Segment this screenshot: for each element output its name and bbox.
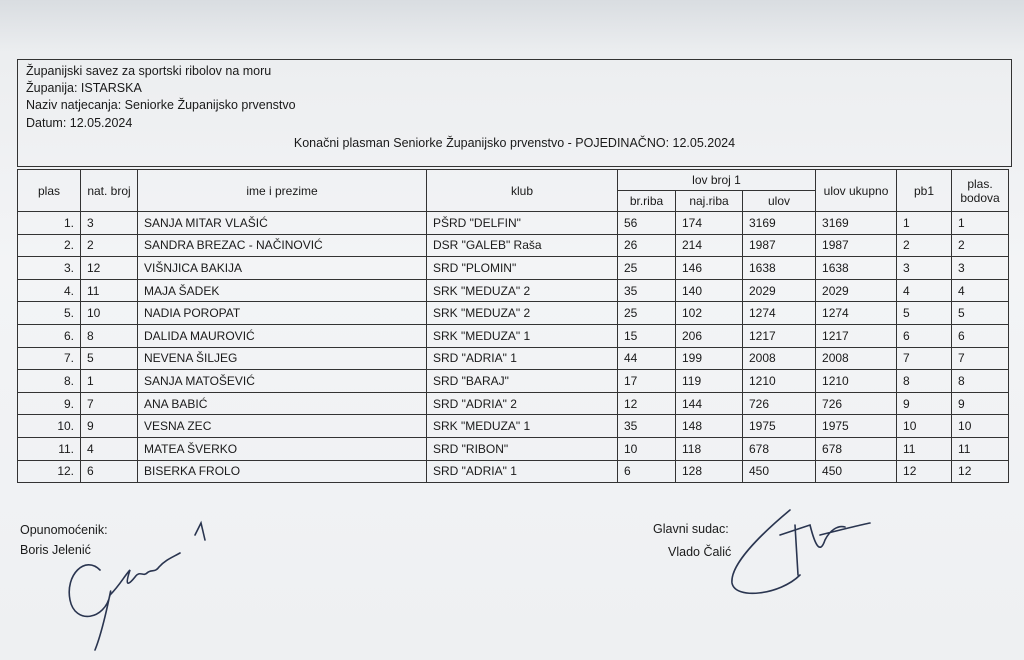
row-ulov-ukupno: 1210 (816, 370, 897, 393)
row-pb1: 4 (897, 279, 952, 302)
col-lov-broj: lov broj 1 (618, 170, 816, 191)
table-row (18, 347, 1009, 370)
row-plas: 5. (18, 302, 81, 325)
row-ulov: 1217 (743, 324, 816, 347)
row-br-riba: 25 (618, 302, 676, 325)
table-row (18, 234, 1009, 257)
row-name: SANJA MITAR VLAŠIĆ (138, 212, 427, 235)
document-header (17, 59, 1012, 167)
row-naj-riba: 199 (676, 347, 743, 370)
row-plas: 9. (18, 392, 81, 415)
row-naj-riba: 148 (676, 415, 743, 438)
row-plas-bodova: 8 (952, 370, 1009, 393)
row-naj-riba: 140 (676, 279, 743, 302)
judge-signature (720, 505, 890, 605)
table-row (18, 460, 1009, 483)
row-ulov: 1638 (743, 257, 816, 280)
col-naj-riba: naj.riba (676, 191, 743, 212)
row-naj-riba: 128 (676, 460, 743, 483)
row-nat-broj: 12 (81, 257, 138, 280)
row-club: SRD "ADRIA" 1 (427, 347, 618, 370)
row-club: PŠRD "DELFIN" (427, 212, 618, 235)
row-br-riba: 25 (618, 257, 676, 280)
col-nat-broj: nat. broj (81, 170, 138, 212)
row-ulov-ukupno: 1217 (816, 324, 897, 347)
table-row (18, 370, 1009, 393)
row-nat-broj: 7 (81, 392, 138, 415)
row-name: NEVENA ŠILJEG (138, 347, 427, 370)
row-naj-riba: 144 (676, 392, 743, 415)
row-ulov-ukupno: 1638 (816, 257, 897, 280)
proxy-signature (55, 515, 225, 660)
row-plas-bodova: 4 (952, 279, 1009, 302)
row-plas: 7. (18, 347, 81, 370)
row-pb1: 9 (897, 392, 952, 415)
table-row (18, 302, 1009, 325)
row-br-riba: 35 (618, 415, 676, 438)
row-plas-bodova: 2 (952, 234, 1009, 257)
row-plas: 8. (18, 370, 81, 393)
results-table (17, 169, 1009, 483)
row-ulov-ukupno: 678 (816, 437, 897, 460)
row-ulov: 1975 (743, 415, 816, 438)
row-club: SRK "MEDUZA" 1 (427, 415, 618, 438)
row-plas-bodova: 3 (952, 257, 1009, 280)
row-plas: 10. (18, 415, 81, 438)
row-ulov-ukupno: 726 (816, 392, 897, 415)
row-plas-bodova: 12 (952, 460, 1009, 483)
row-naj-riba: 174 (676, 212, 743, 235)
row-ulov: 2008 (743, 347, 816, 370)
col-ulov-ukupno: ulov ukupno (816, 170, 897, 212)
row-nat-broj: 1 (81, 370, 138, 393)
row-name: NADIA POROPAT (138, 302, 427, 325)
row-ulov-ukupno: 3169 (816, 212, 897, 235)
row-pb1: 10 (897, 415, 952, 438)
row-club: SRK "MEDUZA" 1 (427, 324, 618, 347)
row-name: VIŠNJICA BAKIJA (138, 257, 427, 280)
row-plas-bodova: 11 (952, 437, 1009, 460)
date-line: Datum: 12.05.2024 (26, 116, 133, 130)
table-row (18, 324, 1009, 347)
row-plas-bodova: 6 (952, 324, 1009, 347)
row-nat-broj: 5 (81, 347, 138, 370)
row-nat-broj: 11 (81, 279, 138, 302)
row-name: BISERKA FROLO (138, 460, 427, 483)
row-ulov-ukupno: 1975 (816, 415, 897, 438)
row-plas: 2. (18, 234, 81, 257)
judge-name: Vlado Čalić (668, 545, 732, 559)
row-naj-riba: 214 (676, 234, 743, 257)
results-title: Konačni plasman Seniorke Županijsko prvenstvo - POJEDINAČNO: 12.05.2024 (293, 136, 736, 150)
row-pb1: 11 (897, 437, 952, 460)
table-row (18, 392, 1009, 415)
row-ulov-ukupno: 1274 (816, 302, 897, 325)
table-row (18, 279, 1009, 302)
row-naj-riba: 118 (676, 437, 743, 460)
col-ulov: ulov (743, 191, 816, 212)
row-naj-riba: 206 (676, 324, 743, 347)
county-line: Županija: ISTARSKA (26, 81, 142, 95)
row-pb1: 12 (897, 460, 952, 483)
table-row (18, 415, 1009, 438)
col-pb1: pb1 (897, 170, 952, 212)
row-nat-broj: 4 (81, 437, 138, 460)
row-naj-riba: 102 (676, 302, 743, 325)
row-club: SRK "MEDUZA" 2 (427, 302, 618, 325)
row-pb1: 5 (897, 302, 952, 325)
row-nat-broj: 2 (81, 234, 138, 257)
row-ulov: 678 (743, 437, 816, 460)
col-plas: plas (18, 170, 81, 212)
row-br-riba: 26 (618, 234, 676, 257)
row-naj-riba: 119 (676, 370, 743, 393)
row-ulov: 3169 (743, 212, 816, 235)
row-pb1: 3 (897, 257, 952, 280)
row-name: SANJA MATOŠEVIĆ (138, 370, 427, 393)
row-nat-broj: 9 (81, 415, 138, 438)
row-pb1: 7 (897, 347, 952, 370)
row-nat-broj: 8 (81, 324, 138, 347)
row-ulov: 2029 (743, 279, 816, 302)
row-br-riba: 15 (618, 324, 676, 347)
row-br-riba: 17 (618, 370, 676, 393)
row-plas-bodova: 10 (952, 415, 1009, 438)
row-br-riba: 6 (618, 460, 676, 483)
row-name: MATEA ŠVERKO (138, 437, 427, 460)
proxy-label: Opunomoćenik: (20, 523, 108, 537)
row-plas: 1. (18, 212, 81, 235)
judge-label: Glavni sudac: (653, 522, 729, 536)
row-plas: 3. (18, 257, 81, 280)
competition-name: Naziv natjecanja: Seniorke Županijsko prvenstvo (26, 98, 296, 112)
row-nat-broj: 3 (81, 212, 138, 235)
row-plas-bodova: 9 (952, 392, 1009, 415)
row-ulov-ukupno: 2008 (816, 347, 897, 370)
row-plas-bodova: 7 (952, 347, 1009, 370)
row-br-riba: 35 (618, 279, 676, 302)
row-plas: 11. (18, 437, 81, 460)
row-club: SRD "PLOMIN" (427, 257, 618, 280)
row-name: MAJA ŠADEK (138, 279, 427, 302)
row-club: SRD "ADRIA" 1 (427, 460, 618, 483)
row-br-riba: 56 (618, 212, 676, 235)
row-ulov-ukupno: 450 (816, 460, 897, 483)
row-ulov-ukupno: 2029 (816, 279, 897, 302)
row-ulov: 1274 (743, 302, 816, 325)
row-ulov: 1210 (743, 370, 816, 393)
row-plas: 6. (18, 324, 81, 347)
row-club: SRD "BARAJ" (427, 370, 618, 393)
row-plas-bodova: 1 (952, 212, 1009, 235)
row-pb1: 1 (897, 212, 952, 235)
row-naj-riba: 146 (676, 257, 743, 280)
col-br-riba: br.riba (618, 191, 676, 212)
row-br-riba: 10 (618, 437, 676, 460)
row-plas: 12. (18, 460, 81, 483)
row-nat-broj: 6 (81, 460, 138, 483)
row-ulov: 1987 (743, 234, 816, 257)
table-row (18, 437, 1009, 460)
row-pb1: 6 (897, 324, 952, 347)
federation-name: Županijski savez za sportski ribolov na moru (26, 64, 272, 78)
row-nat-broj: 10 (81, 302, 138, 325)
row-br-riba: 44 (618, 347, 676, 370)
row-br-riba: 12 (618, 392, 676, 415)
table-row (18, 212, 1009, 235)
row-pb1: 2 (897, 234, 952, 257)
row-club: SRD "ADRIA" 2 (427, 392, 618, 415)
proxy-name: Boris Jelenić (20, 543, 91, 557)
row-ulov: 450 (743, 460, 816, 483)
row-plas-bodova: 5 (952, 302, 1009, 325)
row-pb1: 8 (897, 370, 952, 393)
row-club: SRD "RIBON" (427, 437, 618, 460)
col-ime: ime i prezime (138, 170, 427, 212)
row-name: SANDRA BREZAC - NAČINOVIĆ (138, 234, 427, 257)
row-club: DSR "GALEB" Raša (427, 234, 618, 257)
row-name: DALIDA MAUROVIĆ (138, 324, 427, 347)
table-row (18, 257, 1009, 280)
row-club: SRK "MEDUZA" 2 (427, 279, 618, 302)
col-plas-bodova: plas. bodova (952, 170, 1009, 212)
row-name: VESNA ZEC (138, 415, 427, 438)
results-body (18, 212, 1009, 483)
row-ulov-ukupno: 1987 (816, 234, 897, 257)
row-plas: 4. (18, 279, 81, 302)
row-name: ANA BABIĆ (138, 392, 427, 415)
row-ulov: 726 (743, 392, 816, 415)
col-klub: klub (427, 170, 618, 212)
